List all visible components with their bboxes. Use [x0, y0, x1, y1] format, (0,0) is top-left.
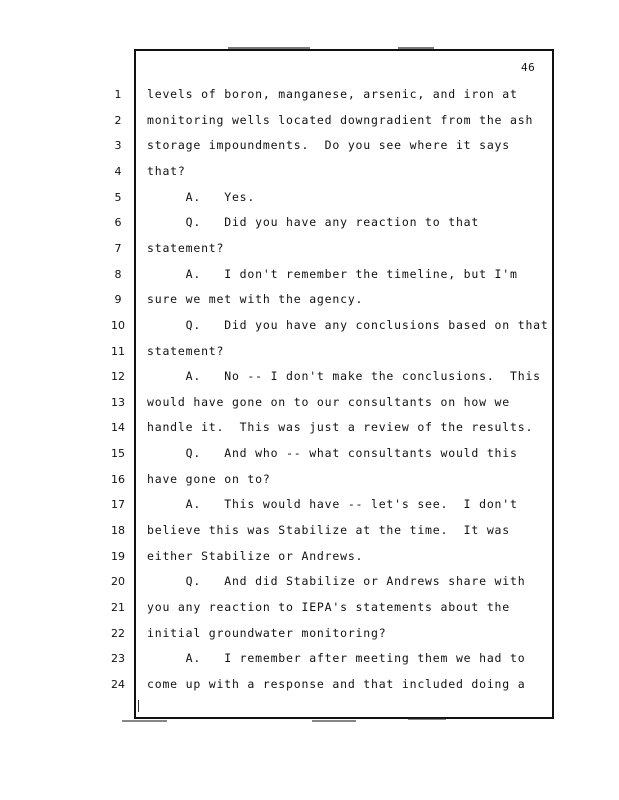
- line-number: 3: [114, 139, 122, 153]
- line-number: 19: [111, 549, 125, 563]
- line-number: 12: [111, 370, 125, 384]
- line-number: 7: [114, 241, 122, 255]
- transcript-line: Q. Did you have any reaction to that: [147, 215, 480, 230]
- transcript-line: A. No -- I don't make the conclusions. This: [147, 369, 541, 384]
- transcript-line: initial groundwater monitoring?: [147, 625, 387, 640]
- transcript-line: monitoring wells located downgradient from the ash: [147, 112, 534, 127]
- transcript-line: statement?: [147, 343, 225, 358]
- line-number: 6: [114, 216, 122, 230]
- transcript-line: A. I don't remember the timeline, but I'm: [147, 266, 518, 281]
- bottom-edge-mark-right: [408, 718, 446, 720]
- line-number: 18: [111, 524, 125, 538]
- line-number: 14: [111, 421, 125, 435]
- line-number: 13: [111, 395, 125, 409]
- line-number: 4: [114, 164, 122, 178]
- transcript-line: sure we met with the agency.: [147, 292, 364, 307]
- line-number: 11: [111, 344, 125, 358]
- line-number: 1: [114, 88, 122, 101]
- line-number: 8: [114, 267, 122, 281]
- line-number: 23: [111, 652, 125, 666]
- margin-mark: [138, 700, 139, 712]
- line-number: 21: [111, 601, 125, 614]
- line-number: 2: [114, 113, 122, 127]
- transcript-line: believe this was Stabilize at the time. It was: [147, 523, 511, 538]
- transcript-line: have gone on to?: [147, 471, 271, 486]
- page-number: 46: [521, 61, 536, 74]
- bottom-edge-mark-mid: [312, 720, 356, 722]
- transcript-line: Q. Did you have any conclusions based on that: [147, 317, 549, 332]
- transcript-line: A. Yes.: [147, 189, 256, 204]
- line-number: 15: [111, 447, 125, 461]
- transcript-line: Q. And did Stabilize or Andrews share with: [147, 574, 526, 589]
- line-number: 22: [111, 626, 125, 640]
- transcript-line: handle it. This was just a review of the results.: [147, 420, 534, 435]
- line-number: 9: [114, 293, 122, 307]
- transcript-line: A. This would have -- let's see. I don't: [147, 497, 518, 512]
- line-number: 20: [111, 575, 125, 589]
- transcript-line: either Stabilize or Andrews.: [147, 548, 364, 563]
- transcript-line: storage impoundments. Do you see where it says: [147, 138, 511, 153]
- transcript-line: Q. And who -- what consultants would this: [147, 446, 518, 461]
- transcript-line: come up with a response and that included doing a: [147, 676, 526, 691]
- line-number: 24: [111, 677, 125, 691]
- transcript-line: you any reaction to IEPA's statements about the: [147, 600, 511, 614]
- bottom-edge-mark-left: [122, 720, 167, 722]
- transcript-line: would have gone on to our consultants on how we: [147, 394, 511, 409]
- line-number: 17: [111, 498, 125, 512]
- line-number: 10: [111, 318, 125, 332]
- transcript-line: levels of boron, manganese, arsenic, and iron at: [147, 87, 518, 101]
- line-number: 16: [111, 472, 125, 486]
- transcript-line: that?: [147, 163, 186, 178]
- transcript-line: statement?: [147, 240, 225, 255]
- line-number: 5: [114, 190, 122, 204]
- transcript-line: A. I remember after meeting them we had to: [147, 651, 526, 666]
